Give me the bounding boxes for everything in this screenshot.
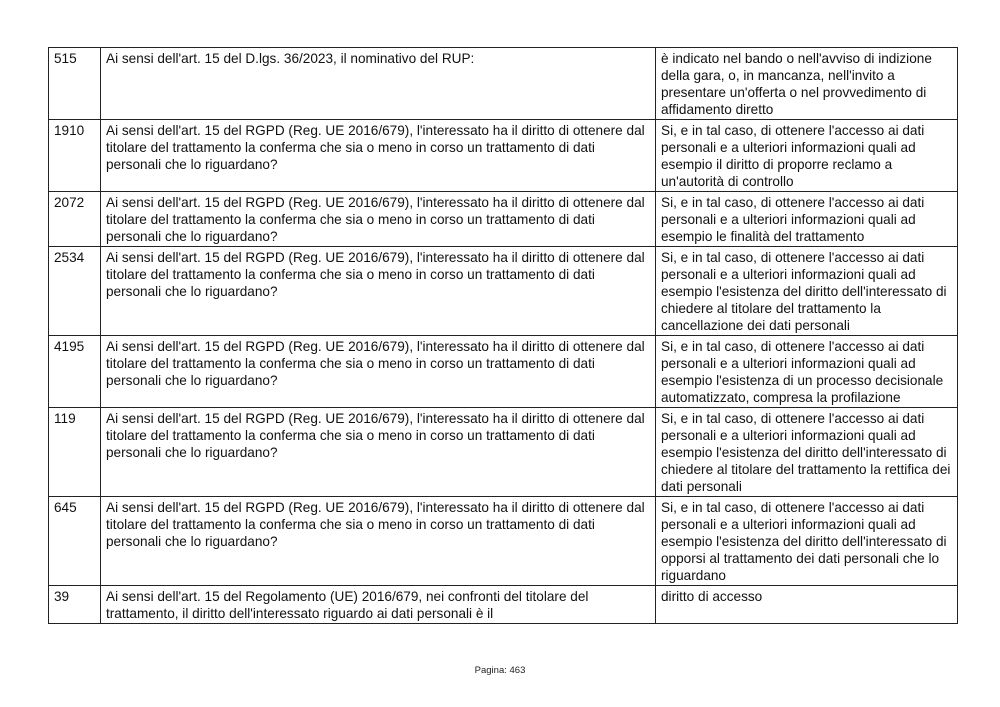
table-row [49, 336, 958, 408]
table-row [49, 247, 958, 336]
question-cell: Ai sensi dell'art. 15 del Regolamento (UE) 2016/679, nei confronti del titolare del trattamento, il diritto dell'interessato riguardo ai dati personali è il [101, 586, 656, 624]
row-id-cell: 39 [49, 586, 101, 624]
table-row [49, 120, 958, 192]
row-id-cell: 515 [49, 48, 101, 120]
question-cell: Ai sensi dell'art. 15 del RGPD (Reg. UE 2016/679), l'interessato ha il diritto di ottenere dal titolare del trattamento la conferma che sia o meno in corso un trattamento di dati personali che lo riguardano? [101, 336, 656, 408]
answer-cell: Si, e in tal caso, di ottenere l'accesso ai dati personali e a ulteriori informazioni quali ad esempio l'esistenza di un processo decisionale automatizzato, compresa la profilazione [656, 336, 958, 408]
row-id-cell: 1910 [49, 120, 101, 192]
row-id-cell: 645 [49, 497, 101, 586]
row-id-cell: 119 [49, 408, 101, 497]
table-row [49, 192, 958, 247]
row-id-cell: 2072 [49, 192, 101, 247]
answer-cell: diritto di accesso [656, 586, 958, 624]
answer-cell: Si, e in tal caso, di ottenere l'accesso ai dati personali e a ulteriori informazioni quali ad esempio l'esistenza del diritto dell'interessato di chiedere al titolare del trattamento la rettifica dei dati personali [656, 408, 958, 497]
question-cell: Ai sensi dell'art. 15 del RGPD (Reg. UE 2016/679), l'interessato ha il diritto di ottenere dal titolare del trattamento la conferma che sia o meno in corso un trattamento di dati personali che lo riguardano? [101, 247, 656, 336]
row-id-cell: 2534 [49, 247, 101, 336]
answer-cell: Si, e in tal caso, di ottenere l'accesso ai dati personali e a ulteriori informazioni quali ad esempio il diritto di proporre reclamo a un'autorità di controllo [656, 120, 958, 192]
answer-cell: Si, e in tal caso, di ottenere l'accesso ai dati personali e a ulteriori informazioni quali ad esempio le finalità del trattamento [656, 192, 958, 247]
answer-cell: è indicato nel bando o nell'avviso di indizione della gara, o, in mancanza, nell'invito a presentare un'offerta o nel provvedimento di affidamento diretto [656, 48, 958, 120]
question-answer-table [48, 47, 958, 624]
question-cell: Ai sensi dell'art. 15 del RGPD (Reg. UE 2016/679), l'interessato ha il diritto di ottenere dal titolare del trattamento la conferma che sia o meno in corso un trattamento di dati personali che lo riguardano? [101, 192, 656, 247]
table-row [49, 497, 958, 586]
question-cell: Ai sensi dell'art. 15 del RGPD (Reg. UE 2016/679), l'interessato ha il diritto di ottenere dal titolare del trattamento la conferma che sia o meno in corso un trattamento di dati personali che lo riguardano? [101, 408, 656, 497]
answer-cell: Si, e in tal caso, di ottenere l'accesso ai dati personali e a ulteriori informazioni quali ad esempio l'esistenza del diritto dell'interessato di chiedere al titolare del trattamento la cancellazione dei dati personali [656, 247, 958, 336]
table-row [49, 48, 958, 120]
page-number: Pagina: 463 [474, 665, 526, 676]
question-cell: Ai sensi dell'art. 15 del RGPD (Reg. UE 2016/679), l'interessato ha il diritto di ottenere dal titolare del trattamento la conferma che sia o meno in corso un trattamento di dati personali che lo riguardano? [101, 497, 656, 586]
question-cell: Ai sensi dell'art. 15 del RGPD (Reg. UE 2016/679), l'interessato ha il diritto di ottenere dal titolare del trattamento la conferma che sia o meno in corso un trattamento di dati personali che lo riguardano? [101, 120, 656, 192]
table-row [49, 408, 958, 497]
answer-cell: Si, e in tal caso, di ottenere l'accesso ai dati personali e a ulteriori informazioni quali ad esempio l'esistenza del diritto dell'interessato di opporsi al trattamento dei dati personali che lo riguardano [656, 497, 958, 586]
table-row [49, 586, 958, 624]
row-id-cell: 4195 [49, 336, 101, 408]
question-cell: Ai sensi dell'art. 15 del D.lgs. 36/2023, il nominativo del RUP: [101, 48, 656, 120]
